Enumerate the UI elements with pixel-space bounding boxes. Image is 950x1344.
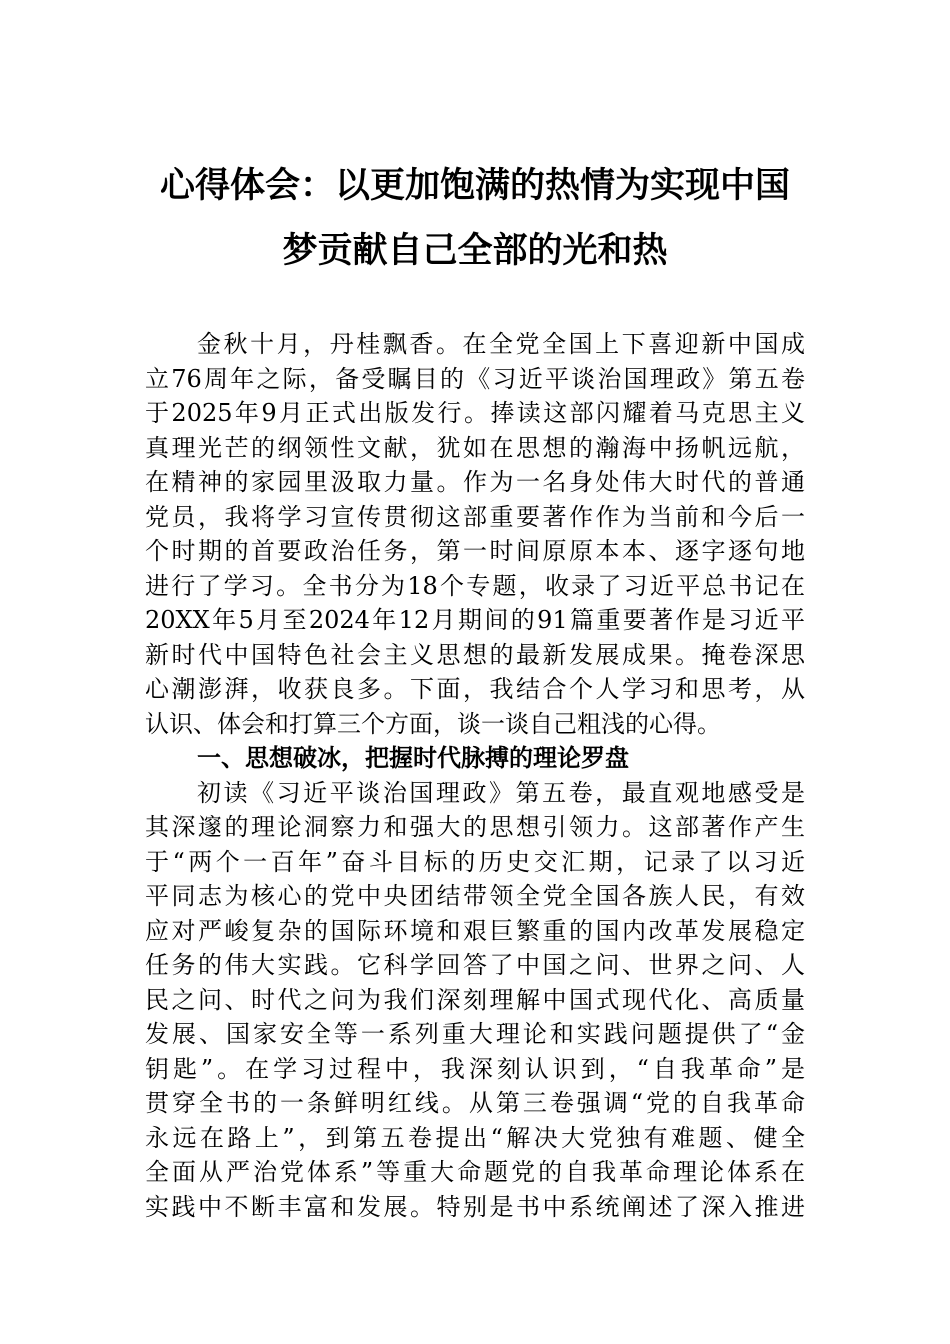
paragraph-line: 应对严峻复杂的国际环境和艰巨繁重的国内改革发展稳定 bbox=[145, 916, 805, 945]
paragraph bbox=[145, 327, 805, 741]
paragraph-line: 钥匙”。在学习过程中，我深刻认识到，“自我革命”是 bbox=[145, 1054, 805, 1083]
paragraph-line: 20XX年5月至2024年12月期间的91篇重要著作是习近平 bbox=[145, 606, 805, 634]
paragraph-line: 金秋十月，丹桂飘香。在全党全国上下喜迎新中国成 bbox=[197, 330, 805, 358]
paragraph-line: 心潮澎湃，收获良多。下面，我结合个人学习和思考，从 bbox=[145, 675, 805, 703]
paragraph-line: 实践中不断丰富和发展。特别是书中系统阐述了深入推进 bbox=[145, 1192, 805, 1221]
document-body bbox=[145, 327, 805, 1224]
paragraph bbox=[145, 776, 805, 1225]
document-title-line-1: 心得体会：以更加饱满的热情为实现中国 bbox=[159, 166, 790, 206]
paragraph-line: 立76周年之际，备受瞩目的《习近平谈治国理政》第五卷 bbox=[145, 364, 805, 393]
paragraph-line: 初读《习近平谈治国理政》第五卷，最直观地感受是 bbox=[197, 778, 805, 807]
paragraph-line: 在精神的家园里汲取力量。作为一名身处伟大时代的普通 bbox=[145, 468, 805, 496]
paragraph-line: 新时代中国特色社会主义思想的最新发展成果。掩卷深思 bbox=[145, 640, 805, 669]
paragraph-line: 党员，我将学习宣传贯彻这部重要著作作为当前和今后一 bbox=[145, 502, 805, 531]
paragraph-line: 民之问、时代之问为我们深刻理解中国式现代化、高质量 bbox=[145, 985, 805, 1014]
paragraph-line: 任务的伟大实践。它科学回答了中国之问、世界之问、人 bbox=[145, 951, 805, 979]
paragraph-line: 全面从严治党体系”等重大命题党的自我革命理论体系在 bbox=[145, 1158, 805, 1186]
paragraph-line: 发展、国家安全等一系列重大理论和实践问题提供了“金 bbox=[145, 1020, 805, 1048]
document-title-line-2: 梦贡献自己全部的光和热 bbox=[282, 231, 668, 271]
paragraph-line: 于2025年9月正式出版发行。捧读这部闪耀着马克思主义 bbox=[145, 399, 805, 427]
paragraph-line: 永远在路上”，到第五卷提出“解决大党独有难题、健全 bbox=[145, 1123, 805, 1152]
paragraph-line: 认识、体会和打算三个方面，谈一谈自己粗浅的心得。 bbox=[145, 709, 721, 738]
paragraph-line: 平同志为核心的党中央团结带领全党全国各族人民，有效 bbox=[145, 882, 805, 910]
heading-text: 一、思想破冰，把握时代脉搏的理论罗盘 bbox=[197, 744, 629, 772]
section-heading bbox=[145, 741, 805, 776]
paragraph-line: 于“两个一百年”奋斗目标的历史交汇期，记录了以习近 bbox=[145, 847, 805, 876]
paragraph-line: 其深邃的理论洞察力和强大的思想引领力。这部著作产生 bbox=[145, 813, 805, 841]
paragraph-line: 贯穿全书的一条鲜明红线。从第三卷强调“党的自我革命 bbox=[145, 1089, 805, 1117]
paragraph-line: 进行了学习。全书分为18个专题，收录了习近平总书记在 bbox=[145, 571, 805, 600]
paragraph-line: 个时期的首要政治任务，第一时间原原本本、逐字逐句地 bbox=[145, 537, 805, 565]
paragraph-line: 真理光芒的纲领性文献，犹如在思想的瀚海中扬帆远航， bbox=[145, 433, 805, 462]
